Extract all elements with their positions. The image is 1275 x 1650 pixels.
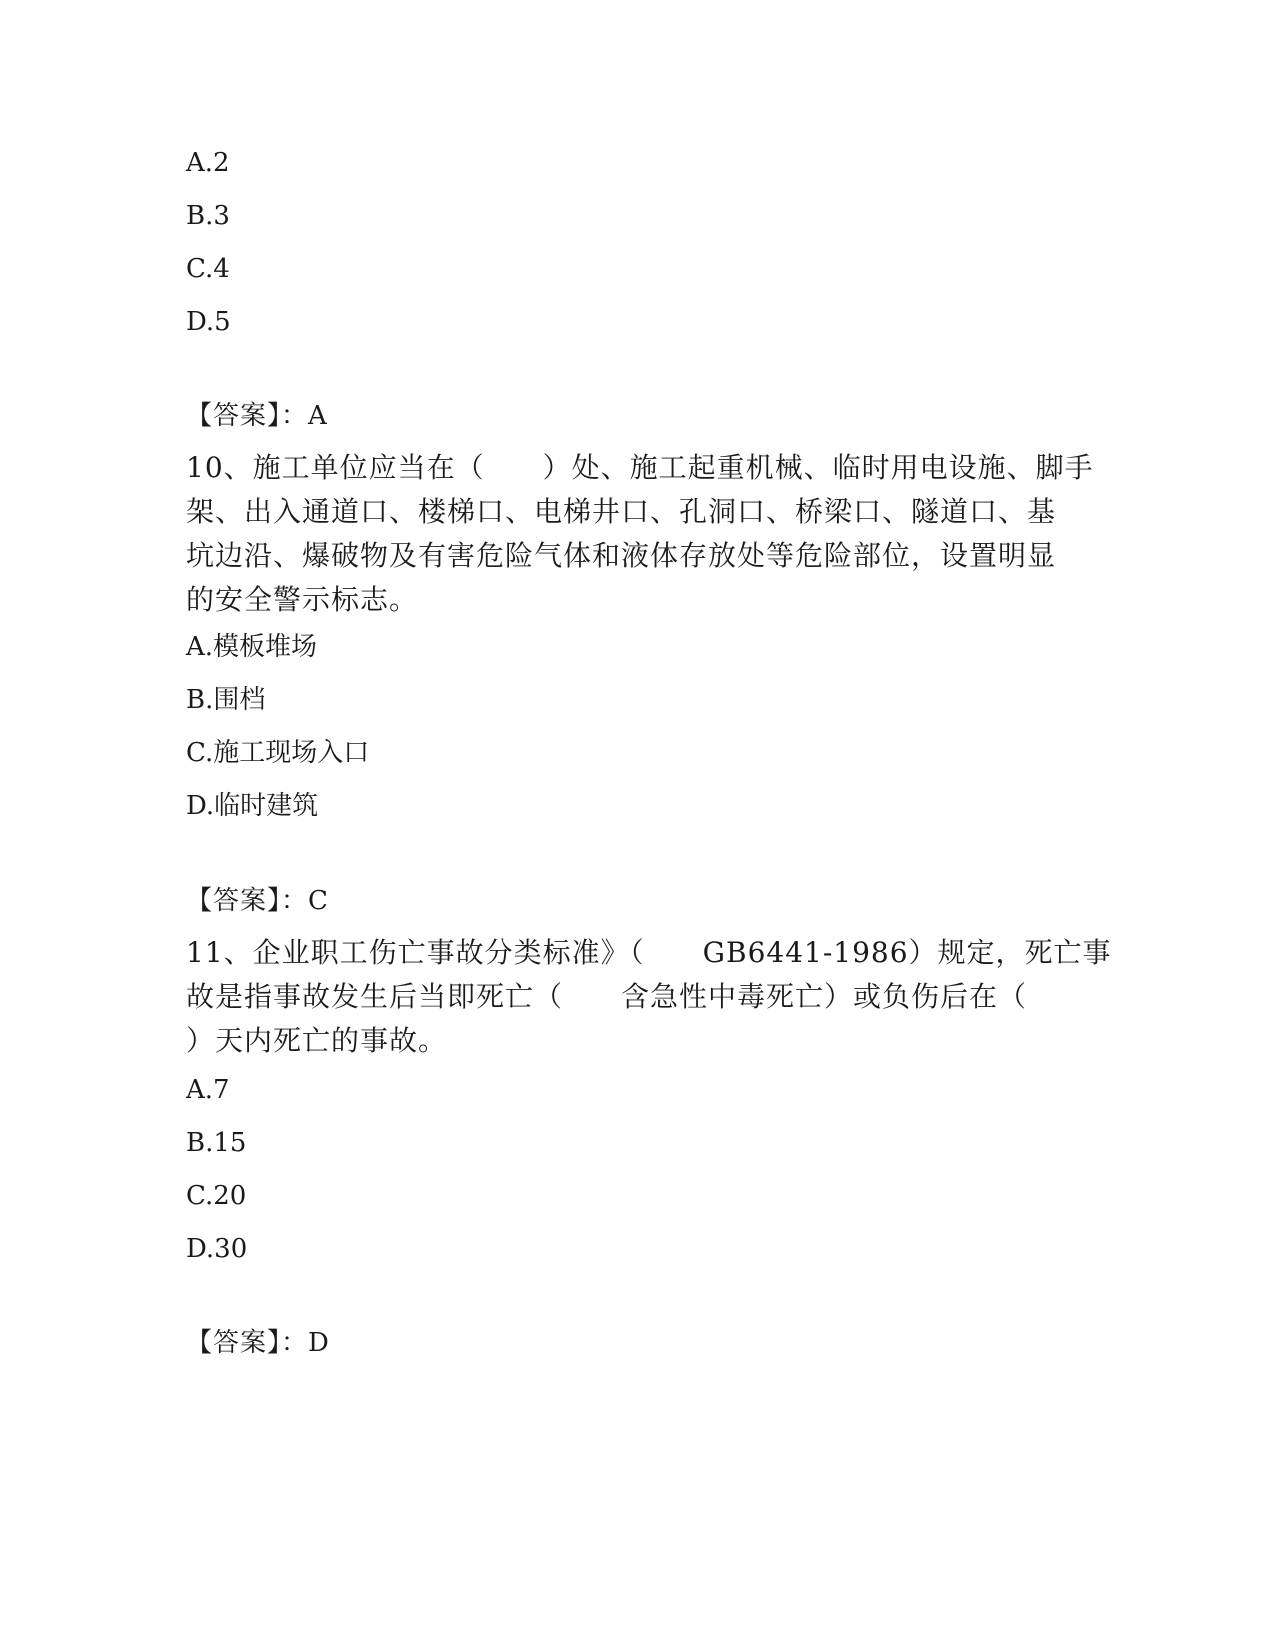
q10-stem-line: 的安全警示标志。 — [186, 583, 419, 616]
q10-stem-line: 架、出入通道口、楼梯口、电梯井口、孔洞口、桥梁口、隧道口、基 — [186, 495, 1057, 528]
q11-option-a: A.7 — [186, 1075, 230, 1105]
q9-option-b: B.3 — [186, 201, 230, 231]
q10-stem — [186, 446, 1094, 622]
q9-option-a: A.2 — [186, 148, 230, 178]
q10-stem-line: 10、施工单位应当在（ ）处、施工起重机械、临时用电设施、脚手 — [186, 451, 1094, 484]
q9-option-c: C.4 — [186, 254, 230, 284]
q11-stem-line: 故是指事故发生后当即死亡（ 含急性中毒死亡）或负伤后在（ — [186, 980, 1028, 1013]
q11-option-c: C.20 — [186, 1181, 247, 1211]
q10-option-b: B.围档 — [186, 685, 266, 715]
q10-stem-line: 坑边沿、爆破物及有害危险气体和液体存放处等危险部位，设置明显 — [186, 539, 1057, 572]
q11-stem — [186, 931, 1112, 1063]
q10-option-a: A.模板堆场 — [186, 632, 318, 662]
q10-answer: 【答案】：C — [186, 886, 329, 916]
q11-stem-line: ）天内死亡的事故。 — [186, 1024, 448, 1057]
q11-option-d: D.30 — [186, 1234, 248, 1264]
q11-option-b: B.15 — [186, 1128, 247, 1158]
q9-option-d: D.5 — [186, 307, 231, 337]
q10-option-d: D.临时建筑 — [186, 791, 319, 821]
q9-answer: 【答案】：A — [186, 401, 328, 431]
q11-answer: 【答案】：D — [186, 1328, 330, 1358]
q10-option-c: C.施工现场入口 — [186, 738, 370, 768]
q11-stem-line: 11、企业职工伤亡事故分类标准》（ GB6441-1986）规定，死亡事 — [186, 936, 1112, 969]
